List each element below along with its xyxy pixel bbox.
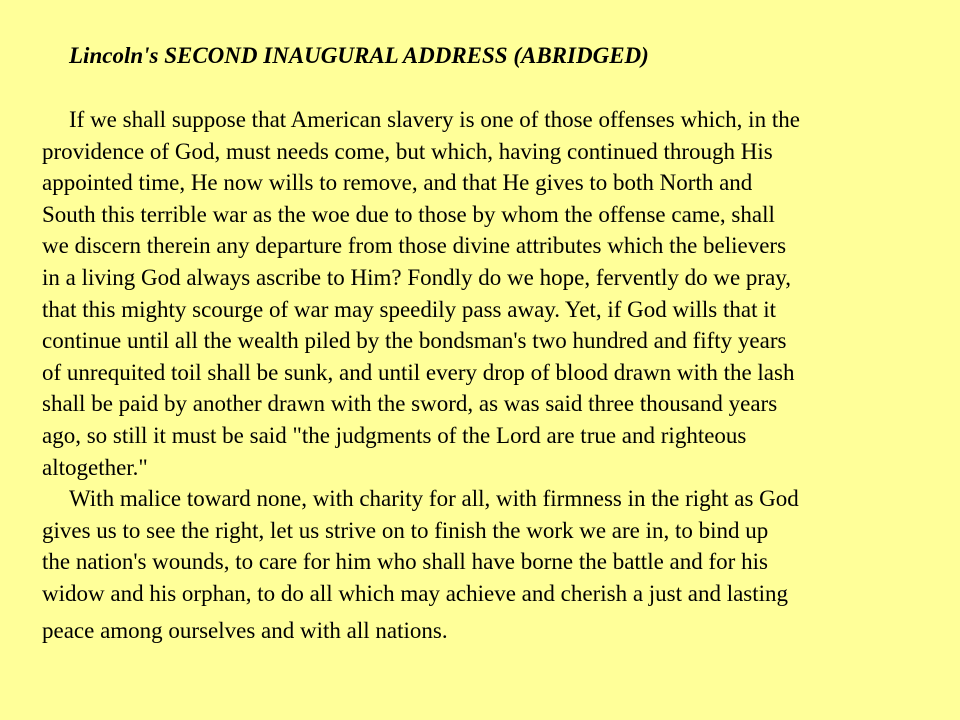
text-line: we discern therein any departure from those divine attributes which the believers: [42, 233, 787, 259]
text-line: providence of God, must needs come, but which, having continued through His: [42, 138, 773, 164]
text-line: South this terrible war as the woe due to those by whom the offense came, shall: [42, 201, 775, 227]
text-line: that this mighty scourge of war may speedily pass away. Yet, if God wills that it: [42, 296, 776, 322]
text-line: shall be paid by another drawn with the sword, as was said three thousand years: [42, 391, 778, 417]
text-line: appointed time, He now wills to remove, and that He gives to both North and: [42, 170, 753, 196]
text-line: continue until all the wealth piled by the bondsman's two hundred and fifty years: [42, 328, 787, 354]
text-line: With malice toward none, with charity for all, with firmness in the right as God: [69, 486, 799, 512]
address-text: [42, 104, 932, 646]
text-line: gives us to see the right, let us strive on to finish the work we are in, to bind up: [42, 517, 769, 543]
text-line: widow and his orphan, to do all which may achieve and cherish a just and lasting: [42, 580, 789, 606]
text-line: peace among ourselves and with all nations.: [42, 617, 448, 643]
text-line: altogether.": [42, 454, 148, 480]
text-line: If we shall suppose that American slavery is one of those offenses which, in the: [69, 107, 800, 132]
text-line: in a living God always ascribe to Him? Fondly do we hope, fervently do we pray,: [42, 264, 792, 290]
document-title: Lincoln's SECOND INAUGURAL ADDRESS (ABRIDGED): [69, 43, 649, 68]
text-line: ago, so still it must be said "the judgments of the Lord are true and righteous: [42, 422, 747, 448]
text-line: of unrequited toil shall be sunk, and until every drop of blood drawn with the lash: [42, 359, 795, 385]
text-line: the nation's wounds, to care for him who shall have borne the battle and for his: [42, 549, 768, 575]
